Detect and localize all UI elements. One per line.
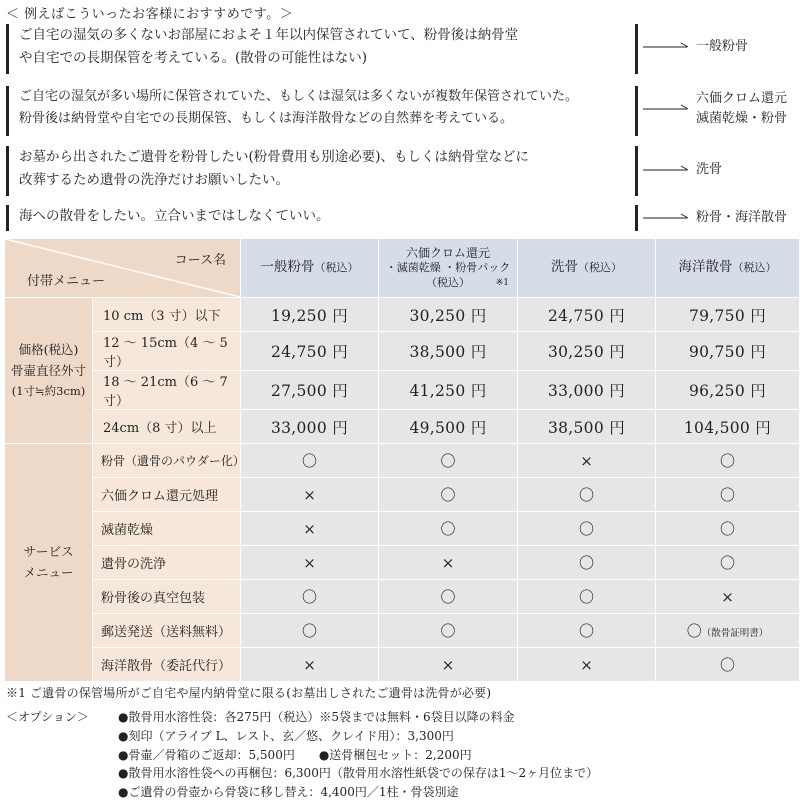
price-cell: 33,000 円 [241, 410, 379, 444]
price-cell: 79,750 円 [656, 298, 800, 332]
price-cell: 30,250 円 [379, 298, 518, 332]
price-cell: 104,500 円 [656, 410, 800, 444]
availability-mark: × [518, 444, 656, 478]
case-description: ご自宅の湿気が多い場所に保管されていた、もしくは湿気は多くないが複数年保管されていた。 粉骨後は納骨堂や自宅での長期保管、もしくは海洋散骨などの自然葬を考えている。 [6, 86, 638, 136]
table-row [5, 648, 800, 682]
price-cell: 38,500 円 [518, 410, 656, 444]
arrow-icon [643, 104, 689, 114]
price-table [4, 238, 800, 682]
availability-mark: × [379, 546, 518, 580]
availability-mark: 〇 [241, 614, 379, 648]
list-item: ●ご遺骨の骨壺から骨袋に移し替え：4,400円／1柱・骨袋別途 [118, 785, 459, 800]
table-row [5, 546, 800, 580]
size-label: 18 ～ 21cm（6 ～ 7 寸） [93, 371, 241, 410]
case-result: 一般粉骨 [696, 39, 749, 54]
table-row [5, 444, 800, 478]
table-row [5, 332, 800, 371]
table-corner [5, 239, 241, 298]
availability-mark: × [379, 648, 518, 682]
arrow-icon [643, 165, 689, 175]
certificate-note: （散骨証明書） [701, 628, 769, 639]
availability-mark: 〇 [241, 444, 379, 478]
size-label: 24cm（8 寸）以上 [93, 410, 241, 444]
menu-label: 付帯メニュー [27, 274, 106, 289]
table-row [5, 410, 800, 444]
availability-mark: × [241, 546, 379, 580]
footnote: ※1 ご遺骨の保管場所がご自宅や屋内納骨堂に限る(お墓出しされたご遺骨は洗骨が必要) [6, 686, 492, 700]
case-result: 六価クロム還元 滅菌乾燥・粉骨 [696, 91, 788, 127]
price-cell: 27,500 円 [241, 371, 379, 410]
availability-mark: × [241, 512, 379, 546]
case-description: ご自宅の湿気の多くないお部屋におよそ１年以内保管されていて、粉骨後は納骨堂 や自宅での長期保管を考えている。(散骨の可能性はない) [6, 24, 638, 74]
list-item: ●散骨用水溶性袋への再梱包：6,300円（散骨用水溶性紙袋での保存は1～2ヶ月位まで） [118, 766, 599, 781]
availability-mark: 〇 [379, 478, 518, 512]
service-group-label: サービス メニュー [5, 444, 93, 682]
options-label: ＜オプション＞ [6, 710, 89, 724]
size-label: 10 cm（3 寸）以下 [93, 298, 241, 332]
price-group-label: 価格(税込) 骨壷直径外寸 (1寸≒約3cm) [5, 298, 93, 444]
availability-mark: 〇 [518, 546, 656, 580]
arrow-icon [643, 213, 689, 223]
price-cell: 96,250 円 [656, 371, 800, 410]
price-cell: 49,500 円 [379, 410, 518, 444]
availability-mark: 〇 [518, 512, 656, 546]
column-general: 一般粉骨（税込） [241, 239, 379, 298]
service-label: 粉骨後の真空包装 [93, 580, 241, 614]
footnote-marker: ※1 [495, 278, 509, 288]
availability-mark: 〇 [379, 444, 518, 478]
service-label: 郵送発送（送料無料） [93, 614, 241, 648]
table-row [5, 478, 800, 512]
column-wash: 洗骨（税込） [518, 239, 656, 298]
service-label: 海洋散骨（委託代行） [93, 648, 241, 682]
availability-mark: 〇 [656, 546, 800, 580]
case-result: 洗骨 [696, 162, 723, 177]
table-row [5, 298, 800, 332]
availability-mark: × [518, 648, 656, 682]
availability-mark: 〇 [379, 512, 518, 546]
availability-mark: × [656, 580, 800, 614]
price-cell: 19,250 円 [241, 298, 379, 332]
table-header-row [5, 239, 800, 298]
price-cell: 24,750 円 [241, 332, 379, 371]
availability-mark: 〇 [656, 512, 800, 546]
service-label: 滅菌乾燥 [93, 512, 241, 546]
options-list [118, 708, 598, 800]
availability-mark: 〇 [518, 580, 656, 614]
price-cell: 90,750 円 [656, 332, 800, 371]
table-row [5, 371, 800, 410]
table-row [5, 512, 800, 546]
availability-mark: 〇 [656, 444, 800, 478]
availability-mark: × [241, 478, 379, 512]
list-item: ●骨壷／骨箱のご返却：5,500円 ●送骨梱包セット：2,200円 [118, 747, 472, 762]
table-row [5, 614, 800, 648]
price-cell: 30,250 円 [518, 332, 656, 371]
list-item: ●刻印（アライブ L、レスト、玄／悠、クレイド用）：3,300円 [118, 728, 454, 743]
availability-mark: 〇 [241, 580, 379, 614]
price-cell: 33,000 円 [518, 371, 656, 410]
column-sea: 海洋散骨（税込） [656, 239, 800, 298]
case-result: 粉骨・海洋散骨 [696, 210, 788, 225]
price-cell: 38,500 円 [379, 332, 518, 371]
price-cell: 24,750 円 [518, 298, 656, 332]
case-description: お墓から出されたご遺骨を粉骨したい(粉骨費用も別途必要)、もしくは納骨堂などに 改葬するため遺骨の洗浄だけお願いしたい。 [6, 146, 638, 196]
case-description: 海への散骨をしたい。立合いまではしなくていい。 [6, 205, 638, 231]
course-name-label: コース名 [174, 253, 226, 268]
size-label: 12 ～ 15cm（4 ～ 5 寸） [93, 332, 241, 371]
availability-mark: 〇 [656, 648, 800, 682]
availability-mark: 〇 [379, 580, 518, 614]
availability-mark: × [241, 648, 379, 682]
column-chrome: 六価クロム還元 ・滅菌乾燥 ・粉骨パック （税込） ※1 [379, 239, 518, 298]
availability-mark-with-note: 〇（散骨証明書） [656, 614, 800, 648]
list-item: ●散骨用水溶性袋：各275円（税込）※5袋までは無料・6袋目以降の料金 [118, 710, 515, 724]
intro-heading: ＜ 例えばこういったお客様におすすめです。＞ [6, 7, 294, 22]
price-cell: 41,250 円 [379, 371, 518, 410]
availability-mark: 〇 [518, 614, 656, 648]
availability-mark: 〇 [518, 478, 656, 512]
availability-mark: 〇 [379, 614, 518, 648]
table-row [5, 580, 800, 614]
availability-mark: 〇 [656, 478, 800, 512]
arrow-icon [643, 42, 689, 52]
service-label: 粉骨（遺骨のパウダー化） [93, 444, 241, 478]
service-label: 遺骨の洗浄 [93, 546, 241, 580]
service-label: 六価クロム還元処理 [93, 478, 241, 512]
